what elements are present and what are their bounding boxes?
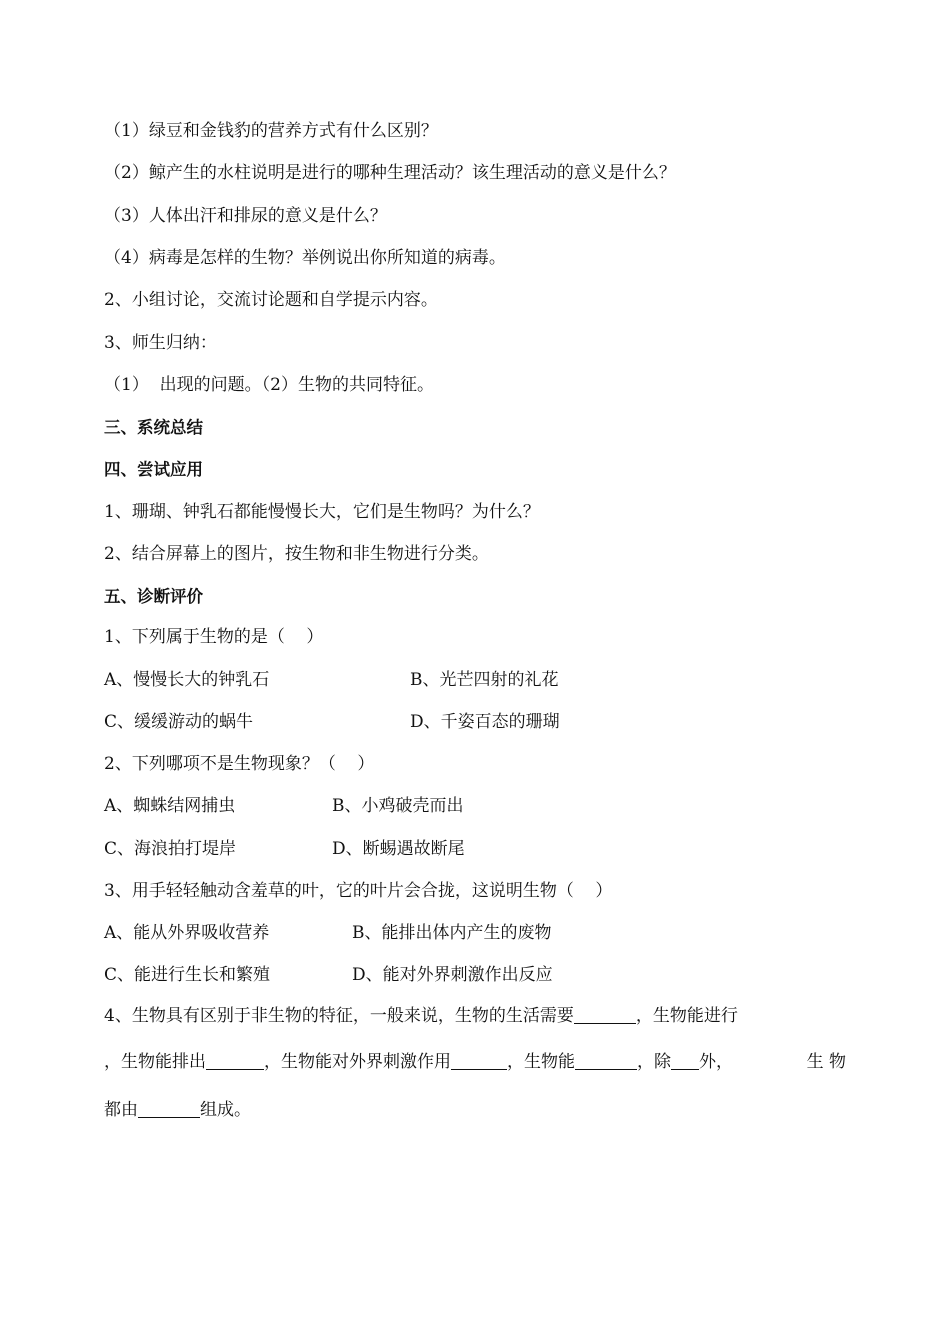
- discussion-question-3: （3）人体出汗和排尿的意义是什么？: [104, 206, 387, 226]
- answer-blank: [138, 1100, 200, 1118]
- answer-blank: [574, 1006, 636, 1024]
- q4-text-5: ，生物能: [507, 1052, 575, 1072]
- answer-blank: [575, 1052, 637, 1070]
- eval-q1-option-b: B、光芒四射的礼花: [410, 670, 559, 690]
- discussion-question-1: （1）绿豆和金钱豹的营养方式有什么区别？: [104, 121, 438, 141]
- discussion-question-2: （2）鲸产生的水柱说明是进行的哪种生理活动？该生理活动的意义是什么？: [104, 163, 676, 183]
- discussion-question-4: （4）病毒是怎样的生物？举例说出你所知道的病毒。: [104, 248, 506, 268]
- eval-question-4-line-3: [104, 1100, 846, 1120]
- section-heading-application: 四、尝试应用: [104, 460, 203, 479]
- answer-blank: [671, 1052, 699, 1070]
- eval-q3-option-b: B、能排出体内产生的废物: [352, 923, 552, 943]
- eval-q2-option-d: D、断蜴遇故断尾: [332, 839, 465, 859]
- eval-question-1-stem: 1、下列属于生物的是（ ）: [104, 627, 324, 647]
- answer-blank: [206, 1052, 264, 1070]
- section-heading-summary: 三、系统总结: [104, 418, 203, 437]
- eval-q3-option-c: C、能进行生长和繁殖: [104, 965, 271, 985]
- step-2: 2、小组讨论，交流讨论题和自学提示内容。: [104, 290, 438, 310]
- application-question-1: 1、珊瑚、钟乳石都能慢慢长大，它们是生物吗？为什么？: [104, 502, 540, 522]
- eval-q3-option-d: D、能对外界刺激作出反应: [352, 965, 553, 985]
- eval-q3-option-a: A、能从外界吸收营养: [104, 923, 270, 943]
- step-3-detail: （1） 出现的问题。（2）生物的共同特征。: [104, 375, 434, 395]
- eval-question-3-stem: 3、用手轻轻触动含羞草的叶，它的叶片会合拢，这说明生物（ ）: [104, 881, 613, 901]
- answer-blank: [451, 1052, 507, 1070]
- q4-text-3: ，生物能排出: [104, 1052, 206, 1072]
- eval-question-2-stem: 2、下列哪项不是生物现象？（ ）: [104, 754, 375, 774]
- q4-text-7: 外，: [699, 1052, 733, 1072]
- eval-q1-option-a: A、慢慢长大的钟乳石: [104, 670, 270, 690]
- section-heading-evaluation: 五、诊断评价: [104, 587, 203, 606]
- q4-text-4: ，生物能对外界刺激作用: [264, 1052, 451, 1072]
- eval-question-4-line-2: [104, 1052, 846, 1072]
- eval-q2-option-a: A、蜘蛛结网捕虫: [104, 796, 236, 816]
- eval-question-4-line-1: [104, 1006, 846, 1026]
- q4-text-1: 4、生物具有区别于非生物的特征，一般来说，生物的生活需要: [104, 1006, 574, 1026]
- eval-q2-option-b: B、小鸡破壳而出: [332, 796, 464, 816]
- step-3: 3、师生归纳：: [104, 333, 217, 353]
- application-question-2: 2、结合屏幕上的图片，按生物和非生物进行分类。: [104, 544, 489, 564]
- eval-q1-option-d: D、千姿百态的珊瑚: [410, 712, 560, 732]
- q4-text-8: 生 物: [806, 1052, 846, 1072]
- q4-text-2: ，生物能进行: [635, 1006, 738, 1026]
- q4-text-9: 都由: [104, 1100, 138, 1120]
- q4-text-10: 组成。: [200, 1100, 251, 1120]
- eval-q1-option-c: C、缓缓游动的蜗牛: [104, 712, 254, 732]
- eval-q2-option-c: C、海浪拍打堤岸: [104, 839, 237, 859]
- q4-text-6: ，除: [637, 1052, 671, 1072]
